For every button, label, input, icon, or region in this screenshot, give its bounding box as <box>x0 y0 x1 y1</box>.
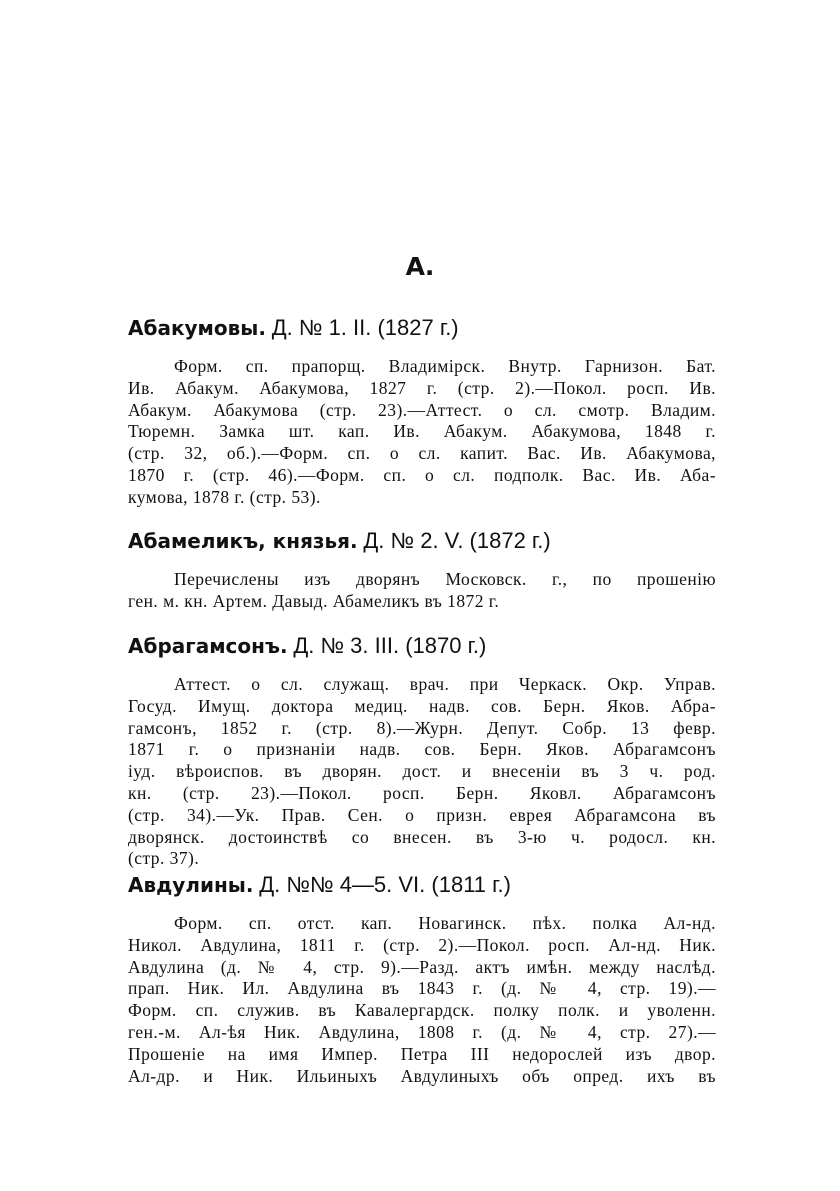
entry-avduliny <box>128 871 716 1087</box>
entry-heading <box>128 314 716 342</box>
text-line: (стр. 32, об.).—Форм. сп. о сл. капит. Вас. Ив. Абакумова, <box>128 443 716 464</box>
text-line: Абакум. Абакумова (стр. 23).—Аттест. о сл. смотр. Владим. <box>128 399 716 420</box>
text-line: Перечислены изъ дворянъ Московск. г., по прошенію <box>174 569 716 589</box>
text-line: Никол. Авдулина, 1811 г. (стр. 2).—Покол. росп. Ал-нд. Ник. <box>128 934 716 955</box>
text-line: 1870 г. (стр. 46).—Форм. сп. о сл. подполк. Вас. Ив. Аба- <box>128 464 716 485</box>
entry-reference: Д. № 2. V. (1872 г.) <box>363 528 551 553</box>
entry-heading <box>128 871 716 899</box>
entry-abragamson <box>128 632 716 870</box>
text-line: Форм. сп. прапорщ. Владимірск. Внутр. Гарнизон. Бат. <box>174 356 716 376</box>
entry-body <box>128 674 716 870</box>
text-line: (стр. 37). <box>128 848 200 869</box>
entry-reference: Д. № 3. III. (1870 г.) <box>293 633 487 658</box>
text-line: Ал-др. и Ник. Ильиныхъ Авдулиныхъ объ опред. ихъ въ <box>128 1065 716 1086</box>
entry-abamelik <box>128 527 716 613</box>
entry-heading <box>128 632 716 660</box>
text-line: Авдулина (д. № 4, стр. 9).—Разд. актъ имѣн. между наслѣд. <box>128 956 716 977</box>
text-line: прап. Ник. Ил. Авдулина въ 1843 г. (д. № 4, стр. 19).— <box>128 978 716 999</box>
entry-surname: Абакумовы. <box>128 316 266 340</box>
text-line: (стр. 34).—Ук. Прав. Сен. о призн. еврея Абрагамсона въ <box>128 804 716 825</box>
text-line: кн. (стр. 23).—Покол. росп. Берн. Яковл. Абрагамсонъ <box>128 782 716 803</box>
text-line: Госуд. Имущ. доктора медиц. надв. сов. Берн. Яков. Абра- <box>128 695 716 716</box>
entry-body <box>128 913 716 1087</box>
entry-surname: Абамеликъ, князья. <box>128 529 358 553</box>
text-line: Форм. сп. служив. въ Кавалергардск. полку полк. и уволенн. <box>128 1000 716 1021</box>
entry-reference: Д. № 1. II. (1827 г.) <box>271 315 459 340</box>
text-line: 1871 г. о признаніи надв. сов. Берн. Яков. Абрагамсонъ <box>128 739 716 760</box>
text-line: кумова, 1878 г. (стр. 53). <box>128 486 321 507</box>
section-letter: А. <box>405 252 435 281</box>
text-line: Тюремн. Замка шт. кап. Ив. Абакум. Абакумова, 1848 г. <box>128 421 716 442</box>
text-line: ген. м. кн. Артем. Давыд. Абамеликъ въ 1872 г. <box>128 590 500 611</box>
text-line: ген.-м. Ал-ѣя Ник. Авдулина, 1808 г. (д. № 4, стр. 27).— <box>128 1021 716 1042</box>
entry-heading <box>128 527 716 555</box>
entry-reference: Д. №№ 4—5. VI. (1811 г.) <box>259 872 511 897</box>
entry-body <box>128 356 716 509</box>
entry-abakumovy <box>128 314 716 509</box>
entry-body <box>128 569 716 613</box>
entry-surname: Авдулины. <box>128 873 254 897</box>
text-line: Прошеніе на имя Импер. Петра III недорослей изъ двор. <box>128 1043 716 1064</box>
text-line: гамсонъ, 1852 г. (стр. 8).—Журн. Депут. Собр. 13 февр. <box>128 717 716 738</box>
text-line: Форм. сп. отст. кап. Новагинск. пѣх. полка Ал-нд. <box>174 913 716 933</box>
text-line: іуд. вѣроиспов. въ дворян. дост. и внесеніи въ 3 ч. род. <box>128 761 716 782</box>
entry-surname: Абрагамсонъ. <box>128 634 288 658</box>
text-line: дворянск. достоинствѣ со внесен. въ 3-ю ч. родосл. кн. <box>128 826 716 847</box>
text-line: Аттест. о сл. служащ. врач. при Черкаск. Окр. Управ. <box>174 674 716 694</box>
text-line: Ив. Абакум. Абакумова, 1827 г. (стр. 2).—Покол. росп. Ив. <box>128 377 716 398</box>
